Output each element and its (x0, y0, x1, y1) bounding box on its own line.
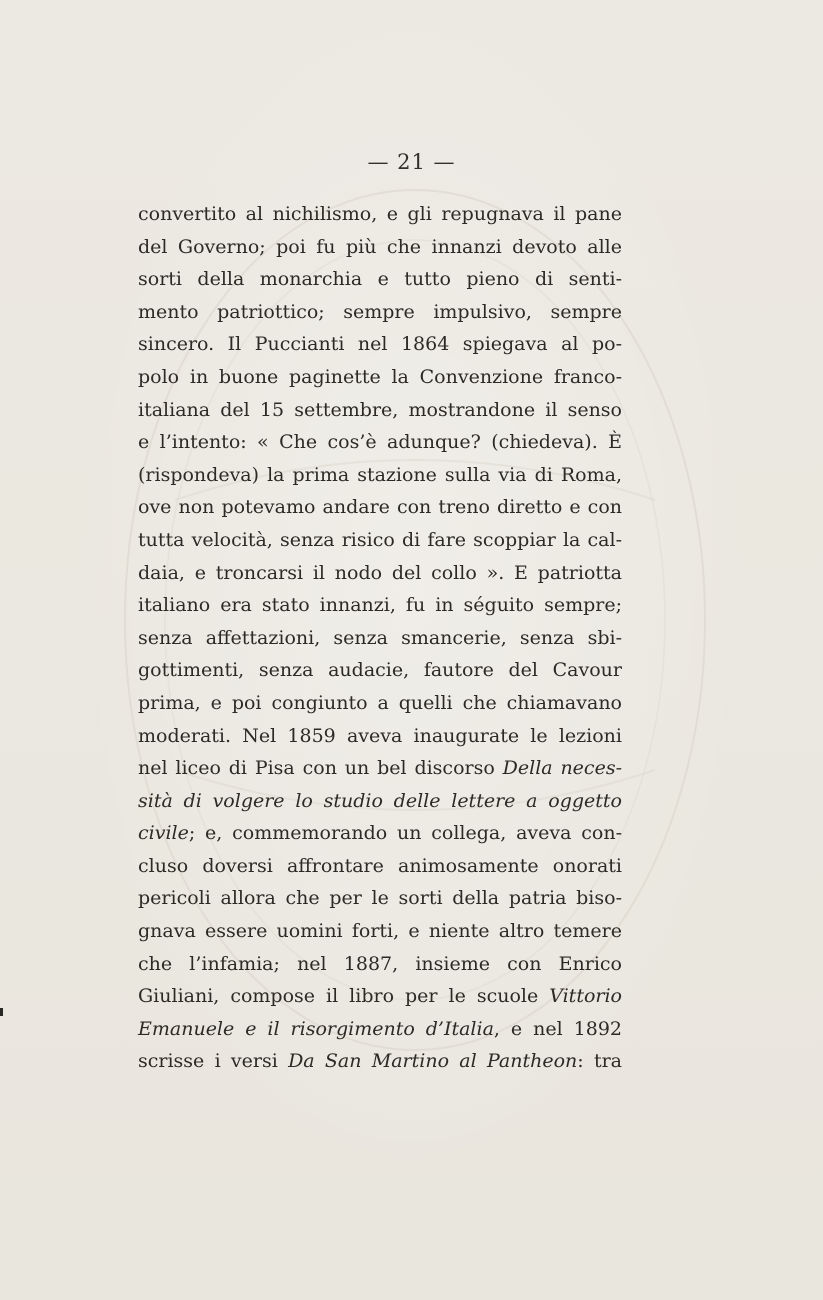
text-line (138, 785, 622, 818)
text-span: pericoli allora che per le sorti della patria biso- (138, 887, 622, 910)
text-line (138, 817, 622, 850)
text-span: moderati. Nel 1859 aveva inaugurate le lezioni (138, 724, 622, 747)
text-line (138, 654, 622, 687)
text-span: italiano era stato innanzi, fu in séguito sempre; (138, 594, 622, 617)
text-line (138, 263, 622, 296)
text-span: mento patriottico; sempre impulsivo, sempre (138, 300, 622, 323)
text-line (138, 980, 622, 1013)
text-span: , e nel 1892 (493, 1017, 622, 1040)
text-line (138, 1013, 622, 1046)
text-line (138, 524, 622, 557)
text-span: e l’intento: « Che cos’è adunque? (chiedeva). È (138, 431, 622, 454)
text-span: ; e, commemorando un collega, aveva con- (188, 822, 622, 845)
text-span: del Governo; poi fu più che innanzi devoto alle (138, 235, 622, 258)
text-line (138, 850, 622, 883)
text-line (138, 459, 622, 492)
text-span: ove non potevamo andare con treno diretto e con (138, 496, 622, 519)
italic-title-span: sità di volgere lo studio delle lettere a oggetto (138, 789, 622, 812)
text-span: polo in buone paginette la Convenzione franco- (138, 365, 622, 388)
text-span: gnava essere uomini forti, e niente altro temere (138, 920, 622, 943)
text-span: cluso doversi affrontare animosamente onorati (138, 854, 622, 877)
text-line (138, 328, 622, 361)
text-line (138, 1045, 622, 1078)
text-line (138, 491, 622, 524)
text-span: Giuliani, compose il libro per le scuole (138, 985, 550, 1008)
italic-title-span: Vittorio (549, 985, 622, 1008)
text-line (138, 296, 622, 329)
text-line (138, 687, 622, 720)
text-line (138, 882, 622, 915)
text-span: senza affettazioni, senza smancerie, senza sbi- (138, 626, 622, 649)
text-line (138, 231, 622, 264)
text-span: tutta velocità, senza risico di fare scoppiar la cal- (138, 528, 622, 551)
text-span: prima, e poi congiunto a quelli che chiamavano (138, 691, 622, 714)
page-number: — 21 — (367, 150, 456, 174)
text-line (138, 589, 622, 622)
text-span: che l’infamia; nel 1887, insieme con Enrico (138, 952, 622, 975)
text-line (138, 622, 622, 655)
text-line (138, 361, 622, 394)
text-span: gottimenti, senza audacie, fautore del Cavour (138, 659, 622, 682)
text-line (138, 720, 622, 753)
text-span: scrisse i versi (138, 1050, 289, 1073)
text-line (138, 426, 622, 459)
text-span: daia, e troncarsi il nodo del collo ». E patriotta (138, 561, 622, 584)
text-span: (rispondeva) la prima stazione sulla via di Roma, (138, 463, 622, 486)
text-span: italiana del 15 settembre, mostrandone il senso (138, 398, 622, 421)
text-span: nel liceo di Pisa con un bel discorso (138, 757, 503, 780)
text-line (138, 752, 622, 785)
text-line (138, 915, 622, 948)
italic-title-span: Emanuele e il risorgimento d’Italia (138, 1017, 494, 1040)
text-line (138, 198, 622, 231)
text-line (138, 948, 622, 981)
italic-title-span: Della neces- (502, 757, 622, 780)
text-span: sorti della monarchia e tutto pieno di senti- (138, 268, 622, 291)
italic-title-span: civile (138, 822, 189, 845)
text-span: : tra (577, 1050, 622, 1073)
text-span: convertito al nichilismo, e gli repugnava il pane (138, 203, 622, 225)
margin-mark (0, 1008, 3, 1016)
body-text (138, 198, 622, 1078)
italic-title-span: Da San Martino al Pantheon (288, 1050, 578, 1073)
text-line (138, 557, 622, 590)
text-line (138, 394, 622, 427)
text-span: sincero. Il Puccianti nel 1864 spiegava al po- (138, 333, 622, 356)
